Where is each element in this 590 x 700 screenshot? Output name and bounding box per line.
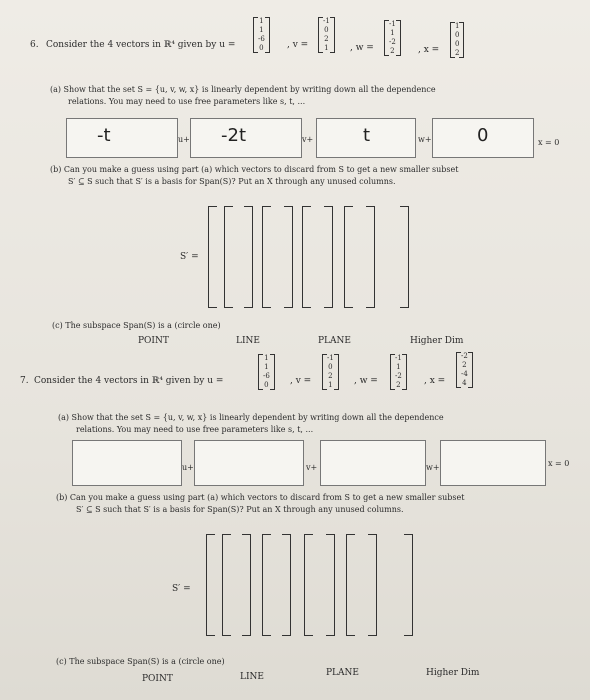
q7-vector-v: -1 0 2 1 [322,354,339,390]
q6a-x-equals: x = 0 [538,138,560,147]
q6-vector-x: 1 0 0 2 [450,22,464,58]
q6b-col1-right[interactable] [244,206,253,308]
q7a-w-plus: w+ [426,463,440,472]
q6a-text-line2: relations. You may need to use free parameters like s, t, ... [68,97,306,106]
q6-w-label: , w = [350,43,374,53]
q7b-col1-right[interactable] [242,534,251,636]
q6a-coeff-u-answer: -t [97,125,111,146]
q7b-left-bracket [206,534,215,636]
q7c-option-higher-dim[interactable]: Higher Dim [426,668,480,678]
q6a-u-plus: u+ [178,135,190,144]
q7b-col4-left[interactable] [346,534,355,636]
q6c-option-line[interactable]: LINE [236,336,260,346]
q6b-right-bracket [400,206,409,308]
q6a-coeff-w-box[interactable] [316,118,416,158]
q7b-col2-left[interactable] [262,534,271,636]
q7c-option-line[interactable]: LINE [240,672,264,682]
q7a-coeff-u-box[interactable] [72,440,182,486]
q7a-text-line1: (a) Show that the set S = {u, v, w, x} is linearly dependent by writing down all the dependence [58,413,444,422]
q6b-col1-left[interactable] [224,206,233,308]
q6c-text: (c) The subspace Span(S) is a (circle one) [52,321,221,330]
q6-v-label: , v = [287,40,309,50]
q6b-text-line1: (b) Can you make a guess using part (a) which vectors to discard from S to get a new smaller subset [50,165,459,174]
q6a-text-line1: (a) Show that the set S = {u, v, w, x} is linearly dependent by writing down all the dependence [50,85,436,94]
q6b-text-line2: S′ ⊆ S such that S′ is a basis for Span(S)? Put an X through any unused columns. [68,177,396,186]
q6a-coeff-x-box[interactable] [432,118,534,158]
q6a-coeff-v-box[interactable] [190,118,302,158]
q7b-text-line2: S′ ⊆ S such that S′ is a basis for Span(S)? Put an X through any unused columns. [76,505,404,514]
q7-number: 7. [20,376,29,386]
q6-intro: Consider the 4 vectors in ℝ⁴ given by u = [46,40,236,50]
q7b-col4-right[interactable] [368,534,377,636]
q7a-text-line2: relations. You may need to use free parameters like s, t, ... [76,425,314,434]
q7-w-label: , w = [354,376,378,386]
q7a-v-plus: v+ [306,463,318,472]
q6b-s-prime: S′ = [180,252,199,262]
q7c-option-plane[interactable]: PLANE [326,668,359,678]
q7b-col2-right[interactable] [282,534,291,636]
q7a-coeff-w-box[interactable] [320,440,426,486]
q6b-col4-left[interactable] [344,206,353,308]
q7a-x-equals: x = 0 [548,459,570,468]
q6-vector-u: 1 1 -6 0 [253,17,270,53]
q6b-left-bracket [208,206,217,308]
q6a-coeff-u-box[interactable] [66,118,178,158]
q7b-col3-left[interactable] [304,534,313,636]
q6c-option-point[interactable]: POINT [138,336,169,346]
q7c-text: (c) The subspace Span(S) is a (circle one) [56,657,225,666]
q7-vector-u: 1 1 -6 0 [258,354,275,390]
q6b-col3-right[interactable] [324,206,333,308]
q7-intro: Consider the 4 vectors in ℝ⁴ given by u = [34,376,224,386]
q6-number: 6. [30,40,39,50]
q6b-col2-right[interactable] [284,206,293,308]
q7b-text-line1: (b) Can you make a guess using part (a) which vectors to discard from S to get a new smaller subset [56,493,465,502]
q6a-coeff-v-answer: -2t [221,125,247,146]
q6a-w-plus: w+ [418,135,432,144]
q6a-coeff-x-answer: 0 [477,125,489,146]
q7c-option-point[interactable]: POINT [142,674,173,684]
q6-vector-v: -1 0 2 1 [318,17,335,53]
q7b-s-prime: S′ = [172,584,191,594]
q7a-coeff-x-box[interactable] [440,440,546,486]
q6a-coeff-w-answer: t [363,125,371,146]
q6b-col3-left[interactable] [302,206,311,308]
q7-v-label: , v = [290,376,312,386]
q6-x-label: , x = [418,45,440,55]
q6a-v-plus: v+ [302,135,314,144]
q7-vector-w: -1 1 -2 2 [390,354,407,390]
q6b-col4-right[interactable] [366,206,375,308]
q7a-coeff-v-box[interactable] [194,440,304,486]
q7a-u-plus: u+ [182,463,194,472]
q6c-option-plane[interactable]: PLANE [318,336,351,346]
q6-vector-w: -1 1 -2 2 [384,20,401,56]
q7b-col1-left[interactable] [222,534,231,636]
q6c-option-higher-dim[interactable]: Higher Dim [410,336,464,346]
q7b-col3-right[interactable] [326,534,335,636]
q6b-col2-left[interactable] [262,206,271,308]
q7-vector-x: -2 2 -4 4 [456,352,473,388]
q7-x-label: , x = [424,376,446,386]
q7b-right-bracket [404,534,413,636]
